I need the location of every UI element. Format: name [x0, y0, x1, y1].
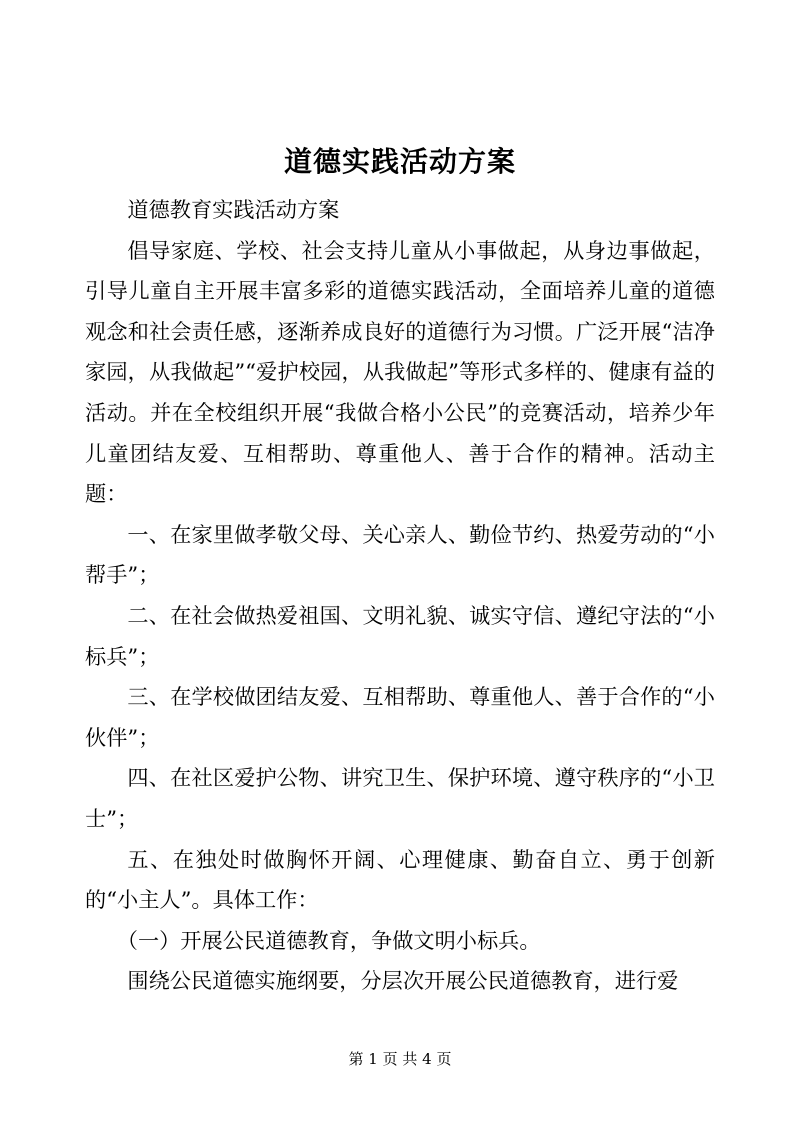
page-footer: 第 1 页 共 4 页: [348, 1050, 452, 1068]
paragraph-section-body: 围绕公民道德实施纲要，分层次开展公民道德教育，进行爱: [127, 968, 679, 994]
paragraph-subtitle: 道德教育实践活动方案: [127, 197, 340, 222]
paragraph-theme-5: 五、在独处时做胸怀开阔、心理健康、勤奋自立、勇于创新的“小主人”。具体工作：: [85, 846, 715, 913]
paragraph-intro: 倡导家庭、学校、社会支持儿童从小事做起，从身边事做起，引导儿童自主开展丰富多彩的道德实践活动，全面培养儿童的道德观念和社会责任感，逐渐养成良好的道德行为习惯。广泛开展“洁净家园，从我做起”“爱护校园，从我做起”等形式多样的、健康有益的活动。并在全校组织开展“我做合格小公民”的竞赛活动，培养少年儿童团结友爱、互相帮助、尊重他人、善于合作的精神。活动主题：: [85, 237, 715, 507]
document-title: 道德实践活动方案: [283, 145, 516, 178]
document-body: [85, 190, 715, 1002]
paragraph-theme-1: 一、在家里做孝敬父母、关心亲人、勤俭节约、热爱劳动的“小帮手”；: [85, 521, 715, 588]
paragraph-theme-4: 四、在社区爱护公物、讲究卫生、保护环境、遵守秩序的“小卫士”；: [85, 765, 715, 831]
paragraph-theme-2: 二、在社会做热爱祖国、文明礼貌、诚实守信、遵纪守法的“小标兵”；: [85, 602, 715, 669]
paragraph-section-heading: （一）开展公民道德教育，争做文明小标兵。: [116, 927, 541, 953]
paragraph-theme-3: 三、在学校做团结友爱、互相帮助、尊重他人、善于合作的“小伙伴”；: [85, 684, 715, 750]
